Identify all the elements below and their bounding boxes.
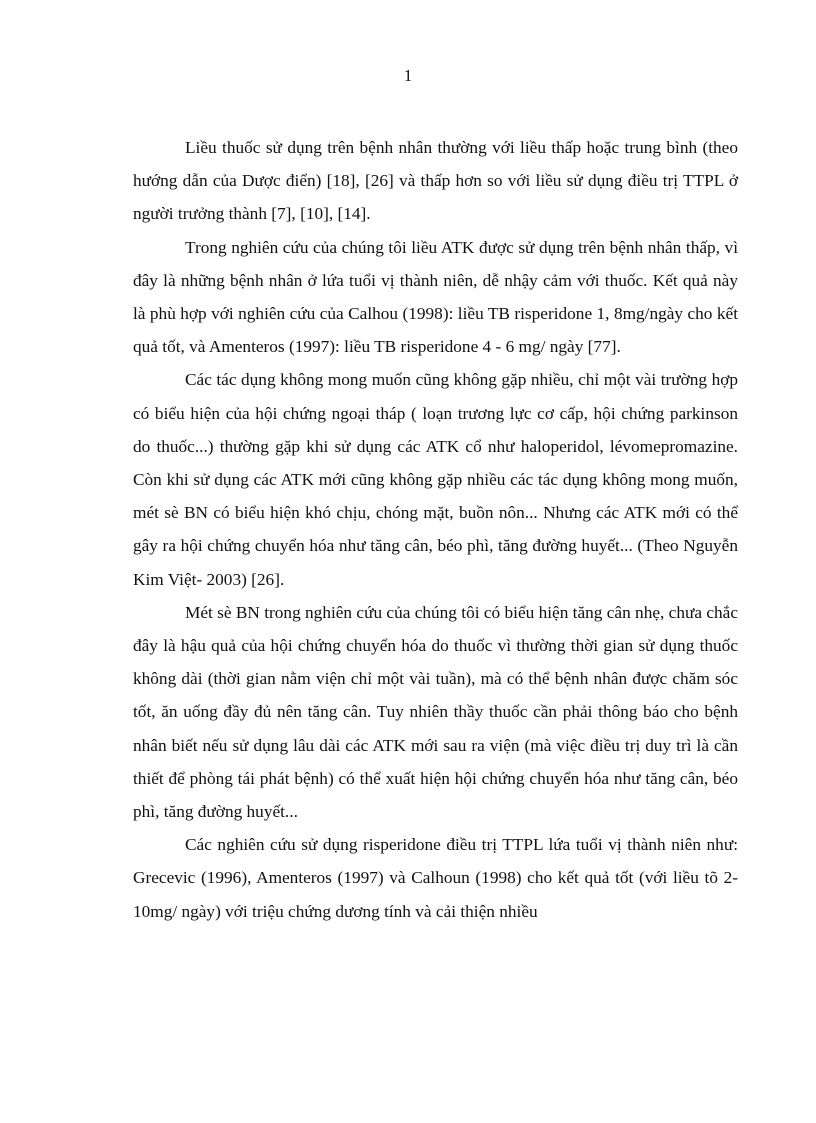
page-number: 1 (403, 66, 413, 85)
paragraph-2: Trong nghiên cứu của chúng tôi liều ATK được sử dụng trên bệnh nhân thấp, vì đây là những bệnh nhân ở lứa tuổi vị thành niên, dễ nhậy cảm với thuốc. Kết quả này là phù hợp với nghiên cứu của Calhou (1998): liều TB risperidone 1, 8mg/ngày cho kết quả tốt, và Amenteros (1997): liều TB risperidone 4 - 6 mg/ ngày [77]. (133, 237, 738, 357)
body-text (133, 131, 738, 928)
paragraph-3: Các tác dụng không mong muốn cũng không gặp nhiều, chỉ một vài trường hợp có biểu hiện của hội chứng ngoại tháp ( loạn trương lực cơ cấp, hội chứng parkinson do thuốc...) thường gặp khi sử dụng các ATK cổ như haloperidol, lévomepromazine. Còn khi sử dụng các ATK mới cũng không gặp nhiều các tác dụng không mong muốn, mét sè BN có biểu hiện khó chịu, chóng mặt, buồn nôn... Nhưng các ATK mới có thể gây ra hội chứng chuyển hóa như tăng cân, béo phì, tăng đường huyết... (Theo Nguyễn Kim Việt- 2003) [26]. (133, 370, 738, 589)
paragraph-1: Liều thuốc sử dụng trên bệnh nhân thường với liều thấp hoặc trung bình (theo hướng dẫn của Dược điển) [18], [26] và thấp hơn so với liều sử dụng điều trị TTPL ở người trưởng thành [7], [10], [14]. (133, 138, 738, 224)
paragraph-4: Mét sè BN trong nghiên cứu của chúng tôi có biểu hiện tăng cân nhẹ, chưa chắc đây là hậu quả của hội chứng chuyển hóa do thuốc vì thường thời gian sử dụng thuốc không dài (thời gian nằm viện chỉ một vài tuần), mà có thể bệnh nhân được chăm sóc tốt, ăn uống đầy đủ nên tăng cân. Tuy nhiên thầy thuốc cần phải thông báo cho bệnh nhân biết nếu sử dụng lâu dài các ATK mới sau ra viện (mà việc điều trị duy trì là cần thiết để phòng tái phát bệnh) có thể xuất hiện hội chứng chuyển hóa như tăng cân, béo phì, tăng đường huyết... (133, 602, 738, 822)
paragraph-5: Các nghiên cứu sử dụng risperidone điều trị TTPL lứa tuổi vị thành niên như: Grecevic (1996), Amenteros (1997) và Calhoun (1998) cho kết quả tốt (với liều tõ 2-10mg/ ngày) với triệu chứng dương tính và cải thiện nhiều (133, 835, 738, 921)
